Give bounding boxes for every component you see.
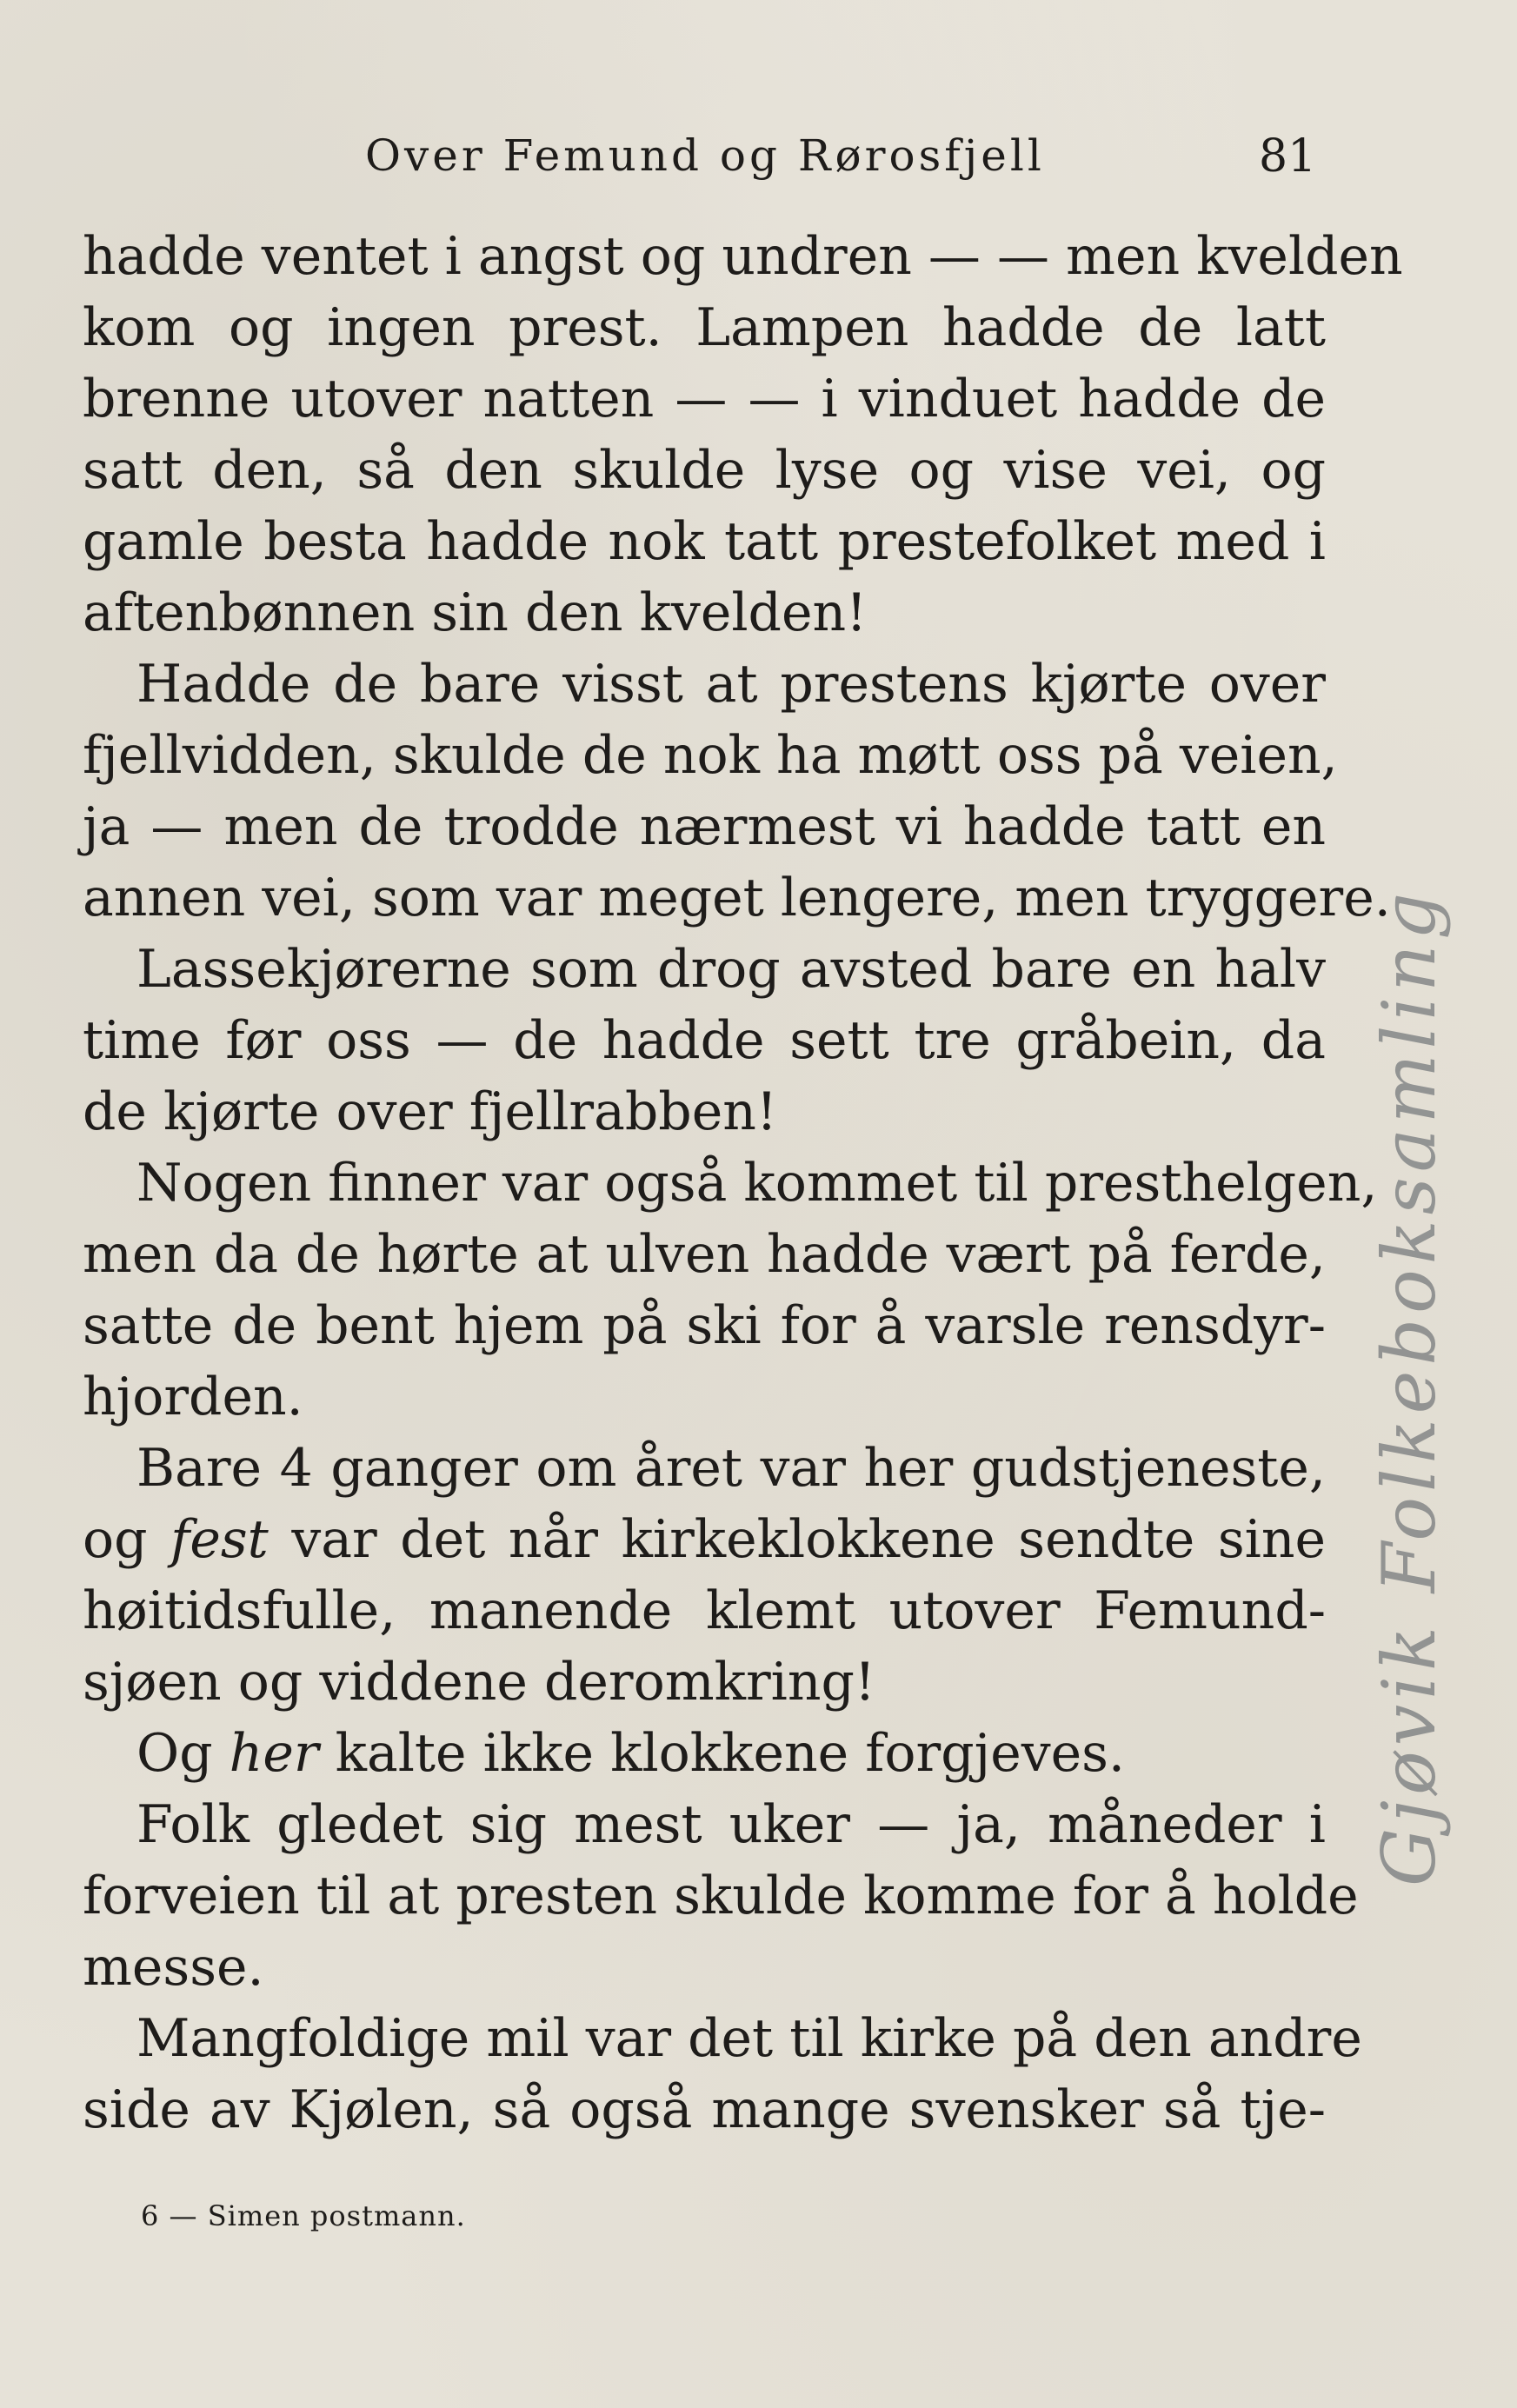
text-line: og fest var det når kirkeklokkene sendte sine: [83, 1509, 1326, 1570]
text-line: forveien til at presten skulde komme for å holde: [83, 1866, 1359, 1926]
text-line: hadde ventet i angst og undren — — men kvelden: [83, 226, 1403, 287]
text-line: time før oss — de hadde sett tre gråbein, da: [83, 1010, 1326, 1071]
text-line: Og her kalte ikke klokkene forgjeves.: [136, 1723, 1125, 1784]
text-line: aftenbønnen sin den kvelden!: [83, 582, 868, 643]
page-number: 81: [1259, 130, 1317, 183]
text-line: sjøen og viddene deromkring!: [83, 1652, 875, 1713]
text-line: hjorden.: [83, 1367, 303, 1427]
text-line: de kjørte over fjellrabben!: [83, 1081, 777, 1142]
text-line: Nogen finner var også kommet til presthelgen,: [136, 1153, 1378, 1214]
emphasis-word: fest: [170, 1509, 269, 1570]
text-line: side av Kjølen, så også mange svensker så tje-: [83, 2079, 1326, 2140]
text-line: Mangfoldige mil var det til kirke på den andre: [136, 2008, 1362, 2069]
text-line: satt den, så den skulde lyse og vise vei, og: [83, 440, 1326, 501]
text-line: Bare 4 ganger om året var her gudstjeneste,: [136, 1438, 1326, 1499]
text-line: men da de hørte at ulven hadde vært på ferde,: [83, 1224, 1326, 1285]
text-line: fjellvidden, skulde de nok ha møtt oss på veien,: [83, 725, 1338, 786]
library-stamp-text: Gjøvik Folkeboksamling: [1367, 887, 1452, 1886]
text-line: høitidsfulle, manende klemt utover Femund-: [83, 1580, 1326, 1641]
text-line: Folk gledet sig mest uker — ja, måneder i: [136, 1794, 1326, 1855]
text-line: Lassekjørerne som drog avsted bare en halv: [136, 939, 1326, 1000]
running-head: Over Femund og Rørosfjell: [365, 130, 1045, 181]
text-line: ja — men de trodde nærmest vi hadde tatt en: [83, 796, 1326, 857]
text-line: satte de bent hjem på ski for å varsle rensdyr-: [83, 1295, 1326, 1356]
emphasis-word: her: [229, 1723, 319, 1784]
text-line: Hadde de bare visst at prestens kjørte over: [136, 654, 1326, 715]
text-line: gamle besta hadde nok tatt prestefolket med i: [83, 511, 1326, 572]
text-line: brenne utover natten — — i vinduet hadde de: [83, 369, 1326, 429]
signature-mark: 6 — Simen postmann.: [141, 2199, 466, 2232]
text-line: messe.: [83, 1937, 264, 1998]
text-line: annen vei, som var meget lengere, men tryggere.: [83, 868, 1391, 928]
text-line: kom og ingen prest. Lampen hadde de latt: [83, 297, 1326, 358]
library-stamp: [1367, 887, 1462, 1886]
